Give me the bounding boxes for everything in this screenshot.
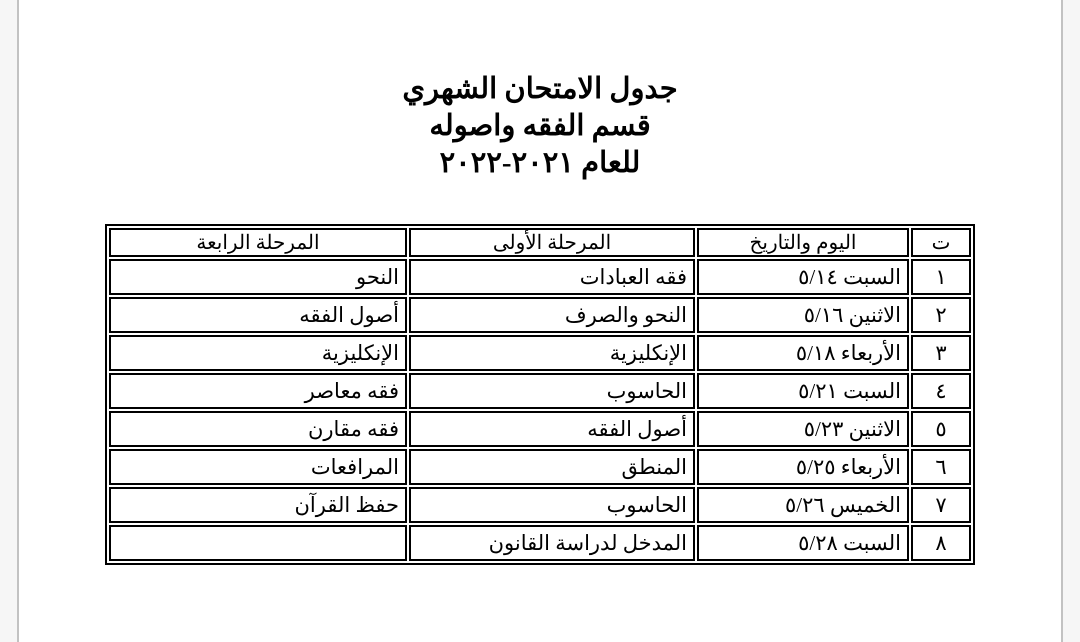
- cell-no: ٧: [911, 487, 971, 523]
- cell-day-date: الخميس ٥/٢٦: [697, 487, 909, 523]
- table-row: [109, 449, 971, 485]
- cell-no: ٥: [911, 411, 971, 447]
- document-page: [17, 0, 1063, 642]
- cell-stage4-subject: فقه مقارن: [109, 411, 407, 447]
- cell-no: ٦: [911, 449, 971, 485]
- cell-stage1-subject: الإنكليزية: [409, 335, 695, 371]
- title-line-schedule: جدول الامتحان الشهري: [402, 73, 678, 105]
- table-row: [109, 297, 971, 333]
- cell-no: ٣: [911, 335, 971, 371]
- cell-stage4-subject: [109, 525, 407, 561]
- cell-stage1-subject: أصول الفقه: [409, 411, 695, 447]
- cell-no: ١: [911, 259, 971, 295]
- cell-stage1-subject: الحاسوب: [409, 487, 695, 523]
- table-row: [109, 487, 971, 523]
- cell-day-date: الأربعاء ٥/٢٥: [697, 449, 909, 485]
- cell-day-date: الاثنين ٥/١٦: [697, 297, 909, 333]
- table-header-row: [109, 228, 971, 257]
- cell-day-date: السبت ٥/١٤: [697, 259, 909, 295]
- header-cell-day-date: اليوم والتاريخ: [697, 228, 909, 257]
- document-title: [19, 71, 1061, 182]
- table-row: [109, 373, 971, 409]
- cell-stage1-subject: الحاسوب: [409, 373, 695, 409]
- table-row: [109, 259, 971, 295]
- cell-day-date: السبت ٥/٢١: [697, 373, 909, 409]
- cell-stage4-subject: حفظ القرآن: [109, 487, 407, 523]
- cell-no: ٨: [911, 525, 971, 561]
- header-cell-stage4: المرحلة الرابعة: [109, 228, 407, 257]
- cell-day-date: الأربعاء ٥/١٨: [697, 335, 909, 371]
- exam-schedule-table: [105, 224, 975, 565]
- cell-stage1-subject: فقه العبادات: [409, 259, 695, 295]
- title-line-department: قسم الفقه واصوله: [429, 110, 651, 142]
- cell-stage4-subject: فقه معاصر: [109, 373, 407, 409]
- cell-stage1-subject: النحو والصرف: [409, 297, 695, 333]
- cell-stage4-subject: أصول الفقه: [109, 297, 407, 333]
- cell-day-date: السبت ٥/٢٨: [697, 525, 909, 561]
- cell-stage4-subject: النحو: [109, 259, 407, 295]
- table-row: [109, 411, 971, 447]
- cell-stage1-subject: المنطق: [409, 449, 695, 485]
- cell-stage4-subject: المرافعات: [109, 449, 407, 485]
- header-cell-no: ت: [911, 228, 971, 257]
- table-row: [109, 335, 971, 371]
- cell-no: ٤: [911, 373, 971, 409]
- header-cell-stage1: المرحلة الأولى: [409, 228, 695, 257]
- cell-no: ٢: [911, 297, 971, 333]
- table-row: [109, 525, 971, 561]
- cell-stage4-subject: الإنكليزية: [109, 335, 407, 371]
- title-line-year: للعام ٢٠٢١-٢٠٢٢: [439, 147, 641, 179]
- cell-stage1-subject: المدخل لدراسة القانون: [409, 525, 695, 561]
- cell-day-date: الاثنين ٥/٢٣: [697, 411, 909, 447]
